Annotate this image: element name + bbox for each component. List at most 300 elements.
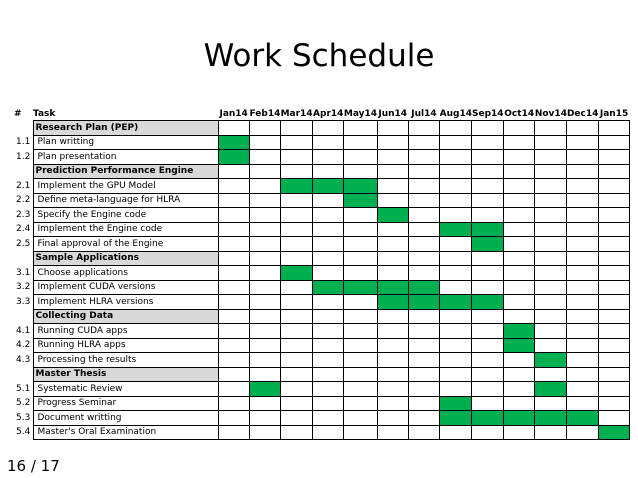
- schedule-cell: [313, 295, 344, 310]
- month-header: Jun14: [378, 108, 408, 119]
- schedule-cell: [408, 222, 439, 237]
- schedule-cell: [408, 367, 439, 382]
- section-row: [14, 121, 630, 136]
- task-row: [14, 396, 630, 411]
- schedule-cell: [218, 382, 249, 397]
- schedule-cell: [598, 266, 629, 281]
- schedule-cell: [313, 411, 344, 426]
- schedule-cell: [218, 309, 249, 324]
- schedule-cell: [504, 251, 535, 266]
- schedule-cell: [249, 295, 280, 310]
- schedule-cell: [344, 309, 377, 324]
- schedule-cell: [313, 164, 344, 179]
- month-header: Sep14: [471, 108, 504, 119]
- schedule-cell: [472, 309, 504, 324]
- schedule-cell: [535, 295, 567, 310]
- schedule-cell: [567, 193, 598, 208]
- schedule-cell: [344, 411, 377, 426]
- task-number: 3.3: [16, 296, 31, 307]
- schedule-cell: [281, 425, 313, 440]
- schedule-cell: [408, 164, 439, 179]
- schedule-cell: [567, 150, 598, 165]
- schedule-cell: [567, 237, 598, 252]
- schedule-cell: [535, 266, 567, 281]
- schedule-cell: [535, 150, 567, 165]
- schedule-cell: [281, 382, 313, 397]
- schedule-cell-active: [377, 280, 408, 295]
- schedule-cell: [535, 324, 567, 339]
- schedule-cell: [567, 396, 598, 411]
- schedule-cell: [440, 309, 472, 324]
- schedule-cell: [408, 251, 439, 266]
- schedule-cell: [249, 121, 280, 136]
- section-row: [14, 251, 630, 266]
- schedule-cell-active: [472, 237, 504, 252]
- schedule-cell-active: [598, 425, 629, 440]
- section-row: [14, 367, 630, 382]
- task-label: Progress Seminar: [33, 396, 218, 411]
- schedule-cell: [440, 193, 472, 208]
- schedule-cell: [344, 396, 377, 411]
- task-number: 3.2: [16, 282, 31, 293]
- schedule-cell: [249, 324, 280, 339]
- month-header: Aug14: [439, 108, 472, 119]
- schedule-cell-active: [408, 295, 439, 310]
- schedule-cell-active: [281, 266, 313, 281]
- task-label: Specify the Engine code: [33, 208, 218, 223]
- schedule-cell: [440, 324, 472, 339]
- schedule-cell: [598, 280, 629, 295]
- schedule-cell: [535, 338, 567, 353]
- task-label: Running HLRA apps: [33, 338, 218, 353]
- task-row: [14, 193, 630, 208]
- schedule-cell: [567, 266, 598, 281]
- gantt-chart: [14, 107, 630, 440]
- schedule-cell: [313, 367, 344, 382]
- schedule-cell: [408, 382, 439, 397]
- schedule-cell-active: [249, 382, 280, 397]
- schedule-cell: [472, 208, 504, 223]
- schedule-cell: [344, 324, 377, 339]
- schedule-cell: [249, 309, 280, 324]
- schedule-cell: [281, 309, 313, 324]
- schedule-cell: [377, 324, 408, 339]
- schedule-cell: [567, 338, 598, 353]
- task-row: [14, 208, 630, 223]
- schedule-cell: [218, 164, 249, 179]
- section-label: Sample Applications: [33, 251, 218, 266]
- month-header: Nov14: [534, 108, 567, 119]
- task-label: Systematic Review: [33, 382, 218, 397]
- schedule-cell: [313, 338, 344, 353]
- schedule-cell: [344, 121, 377, 136]
- task-label: Plan writting: [33, 135, 218, 150]
- schedule-cell: [408, 150, 439, 165]
- schedule-cell: [377, 338, 408, 353]
- schedule-cell: [313, 150, 344, 165]
- schedule-cell: [440, 121, 472, 136]
- schedule-cell: [313, 396, 344, 411]
- schedule-cell: [313, 237, 344, 252]
- schedule-cell: [504, 309, 535, 324]
- section-row: [14, 309, 630, 324]
- schedule-cell: [377, 309, 408, 324]
- schedule-cell: [408, 338, 439, 353]
- schedule-cell: [567, 309, 598, 324]
- schedule-cell: [504, 135, 535, 150]
- gantt-body: [14, 121, 630, 440]
- schedule-cell-active: [472, 411, 504, 426]
- task-label: Define meta-language for HLRA: [33, 193, 218, 208]
- schedule-cell-active: [472, 295, 504, 310]
- month-header: Apr14: [313, 108, 344, 119]
- schedule-cell: [344, 237, 377, 252]
- schedule-cell: [504, 121, 535, 136]
- section-spacer: [14, 251, 33, 266]
- schedule-cell: [218, 222, 249, 237]
- schedule-cell: [408, 309, 439, 324]
- schedule-cell: [281, 295, 313, 310]
- schedule-cell-active: [535, 411, 567, 426]
- schedule-cell-active: [440, 222, 472, 237]
- schedule-cell-active: [504, 324, 535, 339]
- schedule-cell: [504, 179, 535, 194]
- schedule-cell: [440, 266, 472, 281]
- schedule-cell: [281, 280, 313, 295]
- schedule-cell: [249, 208, 280, 223]
- schedule-cell: [377, 222, 408, 237]
- schedule-cell: [408, 193, 439, 208]
- schedule-cell: [472, 382, 504, 397]
- schedule-cell: [344, 208, 377, 223]
- schedule-cell: [598, 382, 629, 397]
- schedule-cell: [598, 309, 629, 324]
- schedule-cell: [218, 353, 249, 368]
- schedule-cell: [567, 222, 598, 237]
- schedule-cell: [567, 135, 598, 150]
- schedule-cell: [598, 179, 629, 194]
- schedule-cell: [408, 179, 439, 194]
- schedule-cell: [567, 121, 598, 136]
- schedule-cell: [249, 353, 280, 368]
- section-spacer: [14, 367, 33, 382]
- schedule-cell: [535, 193, 567, 208]
- schedule-cell: [377, 150, 408, 165]
- schedule-cell: [377, 193, 408, 208]
- slide-title: Work Schedule: [203, 38, 435, 74]
- schedule-cell: [377, 396, 408, 411]
- task-number: 5.1: [16, 383, 31, 394]
- schedule-cell-active: [313, 179, 344, 194]
- schedule-cell: [408, 208, 439, 223]
- schedule-cell: [504, 266, 535, 281]
- schedule-cell: [440, 425, 472, 440]
- schedule-cell: [535, 164, 567, 179]
- month-header: Mar14: [280, 108, 313, 119]
- schedule-cell: [313, 425, 344, 440]
- task-number: 4.1: [16, 325, 31, 336]
- schedule-cell: [344, 367, 377, 382]
- schedule-cell: [313, 382, 344, 397]
- task-label: Implement CUDA versions: [33, 280, 218, 295]
- task-number: 1.2: [16, 151, 31, 162]
- section-label: Collecting Data: [33, 309, 218, 324]
- section-spacer: [14, 309, 33, 324]
- schedule-cell: [504, 396, 535, 411]
- schedule-cell: [313, 208, 344, 223]
- schedule-cell: [281, 150, 313, 165]
- task-number: 5.3: [16, 412, 31, 423]
- schedule-cell: [281, 193, 313, 208]
- schedule-cell: [472, 164, 504, 179]
- schedule-cell: [440, 179, 472, 194]
- schedule-cell: [218, 266, 249, 281]
- schedule-cell: [377, 251, 408, 266]
- schedule-cell: [218, 295, 249, 310]
- schedule-cell-active: [535, 382, 567, 397]
- schedule-cell: [218, 121, 249, 136]
- schedule-cell: [472, 135, 504, 150]
- task-label: Running CUDA apps: [33, 324, 218, 339]
- month-header: Jan15: [599, 108, 629, 119]
- schedule-cell: [408, 396, 439, 411]
- schedule-cell: [535, 179, 567, 194]
- schedule-cell: [598, 295, 629, 310]
- schedule-cell: [567, 367, 598, 382]
- task-label: Master's Oral Examination: [33, 425, 218, 440]
- schedule-cell: [377, 135, 408, 150]
- schedule-cell: [598, 222, 629, 237]
- header-row: [14, 107, 630, 121]
- schedule-cell: [504, 280, 535, 295]
- schedule-cell: [218, 396, 249, 411]
- schedule-cell: [281, 121, 313, 136]
- schedule-cell-active: [344, 280, 377, 295]
- schedule-cell: [535, 251, 567, 266]
- schedule-cell: [472, 266, 504, 281]
- schedule-cell: [598, 353, 629, 368]
- schedule-cell: [535, 425, 567, 440]
- schedule-cell: [567, 425, 598, 440]
- task-label: Processing the results: [33, 353, 218, 368]
- schedule-cell: [440, 150, 472, 165]
- schedule-cell: [377, 179, 408, 194]
- schedule-cell: [313, 121, 344, 136]
- schedule-cell: [344, 222, 377, 237]
- schedule-cell: [344, 150, 377, 165]
- task-number: 3.1: [16, 267, 31, 278]
- schedule-cell: [249, 396, 280, 411]
- schedule-cell: [377, 266, 408, 281]
- schedule-cell: [598, 338, 629, 353]
- schedule-cell: [344, 251, 377, 266]
- schedule-cell: [218, 324, 249, 339]
- schedule-cell-active: [313, 280, 344, 295]
- schedule-cell: [472, 280, 504, 295]
- schedule-cell: [218, 179, 249, 194]
- schedule-cell: [440, 251, 472, 266]
- task-row: [14, 237, 630, 252]
- month-header: Oct14: [504, 108, 535, 119]
- schedule-cell: [598, 208, 629, 223]
- schedule-cell: [218, 367, 249, 382]
- schedule-cell: [249, 411, 280, 426]
- section-spacer: [14, 121, 33, 136]
- task-number: 2.4: [16, 224, 31, 235]
- task-number: 5.2: [16, 398, 31, 409]
- schedule-cell: [440, 237, 472, 252]
- schedule-cell: [344, 338, 377, 353]
- task-number: 2.3: [16, 209, 31, 220]
- schedule-cell: [249, 135, 280, 150]
- schedule-cell: [249, 266, 280, 281]
- task-row: [14, 295, 630, 310]
- schedule-cell: [218, 425, 249, 440]
- task-label: Implement the GPU Model: [33, 179, 218, 194]
- schedule-cell: [218, 251, 249, 266]
- schedule-cell: [377, 411, 408, 426]
- schedule-cell: [440, 338, 472, 353]
- schedule-cell: [472, 338, 504, 353]
- schedule-cell: [249, 425, 280, 440]
- schedule-cell: [408, 353, 439, 368]
- schedule-cell: [281, 353, 313, 368]
- schedule-cell: [598, 396, 629, 411]
- schedule-cell: [504, 425, 535, 440]
- schedule-cell: [249, 193, 280, 208]
- schedule-cell: [567, 382, 598, 397]
- schedule-cell: [281, 324, 313, 339]
- schedule-cell: [249, 150, 280, 165]
- schedule-cell: [249, 164, 280, 179]
- schedule-cell: [440, 280, 472, 295]
- schedule-cell: [377, 367, 408, 382]
- schedule-cell: [504, 164, 535, 179]
- task-row: [14, 266, 630, 281]
- schedule-cell: [440, 367, 472, 382]
- schedule-cell: [313, 222, 344, 237]
- schedule-cell: [535, 396, 567, 411]
- section-row: [14, 164, 630, 179]
- schedule-cell: [249, 338, 280, 353]
- schedule-cell: [598, 150, 629, 165]
- schedule-cell: [504, 150, 535, 165]
- schedule-cell-active: [344, 179, 377, 194]
- task-number: 4.2: [16, 340, 31, 351]
- task-label: Plan presentation: [33, 150, 218, 165]
- schedule-cell: [408, 237, 439, 252]
- schedule-cell: [281, 338, 313, 353]
- schedule-cell: [408, 324, 439, 339]
- schedule-cell: [472, 193, 504, 208]
- task-number: 2.2: [16, 195, 31, 206]
- task-number: 2.1: [16, 180, 31, 191]
- task-label: Implement the Engine code: [33, 222, 218, 237]
- schedule-cell: [598, 367, 629, 382]
- schedule-cell: [408, 425, 439, 440]
- schedule-cell: [408, 411, 439, 426]
- schedule-cell: [535, 135, 567, 150]
- month-header: Jan14: [219, 108, 248, 119]
- schedule-cell: [504, 193, 535, 208]
- schedule-cell: [535, 222, 567, 237]
- schedule-cell: [344, 382, 377, 397]
- schedule-cell: [281, 135, 313, 150]
- task-row: [14, 324, 630, 339]
- month-header: May14: [343, 108, 378, 119]
- schedule-cell: [567, 208, 598, 223]
- schedule-cell: [598, 237, 629, 252]
- schedule-cell-active: [472, 222, 504, 237]
- schedule-cell: [472, 179, 504, 194]
- schedule-cell-active: [567, 411, 598, 426]
- task-row: [14, 425, 630, 440]
- schedule-cell: [249, 179, 280, 194]
- schedule-cell: [472, 251, 504, 266]
- schedule-cell-active: [344, 193, 377, 208]
- task-row: [14, 353, 630, 368]
- schedule-cell-active: [408, 280, 439, 295]
- schedule-cell-active: [535, 353, 567, 368]
- schedule-cell-active: [504, 338, 535, 353]
- schedule-cell: [344, 135, 377, 150]
- schedule-cell: [218, 193, 249, 208]
- schedule-cell: [504, 237, 535, 252]
- schedule-cell: [440, 208, 472, 223]
- schedule-cell: [249, 251, 280, 266]
- schedule-cell: [598, 411, 629, 426]
- schedule-cell: [504, 295, 535, 310]
- schedule-cell: [313, 193, 344, 208]
- schedule-cell: [535, 309, 567, 324]
- schedule-cell: [377, 425, 408, 440]
- month-header: Dec14: [566, 108, 599, 119]
- schedule-cell-active: [440, 295, 472, 310]
- schedule-cell: [281, 367, 313, 382]
- schedule-cell: [344, 295, 377, 310]
- schedule-cell: [281, 164, 313, 179]
- schedule-cell: [249, 367, 280, 382]
- task-number: 4.3: [16, 354, 31, 365]
- schedule-cell: [535, 208, 567, 223]
- schedule-cell: [567, 353, 598, 368]
- num-header: #: [14, 108, 22, 119]
- schedule-cell: [440, 135, 472, 150]
- section-label: Prediction Performance Engine: [33, 164, 218, 179]
- schedule-cell: [504, 367, 535, 382]
- schedule-cell: [281, 222, 313, 237]
- schedule-cell: [408, 135, 439, 150]
- schedule-cell: [281, 411, 313, 426]
- section-spacer: [14, 164, 33, 179]
- schedule-cell-active: [440, 396, 472, 411]
- schedule-cell: [281, 396, 313, 411]
- task-row: [14, 338, 630, 353]
- schedule-cell: [472, 367, 504, 382]
- schedule-cell: [440, 382, 472, 397]
- schedule-cell: [377, 382, 408, 397]
- schedule-cell: [218, 411, 249, 426]
- task-number: 5.4: [16, 427, 31, 438]
- page-number: 16 / 17: [7, 457, 60, 475]
- schedule-cell: [567, 280, 598, 295]
- schedule-cell: [377, 237, 408, 252]
- schedule-cell: [377, 164, 408, 179]
- schedule-cell: [472, 150, 504, 165]
- schedule-cell: [472, 353, 504, 368]
- schedule-cell: [472, 396, 504, 411]
- task-header: Task: [33, 108, 56, 119]
